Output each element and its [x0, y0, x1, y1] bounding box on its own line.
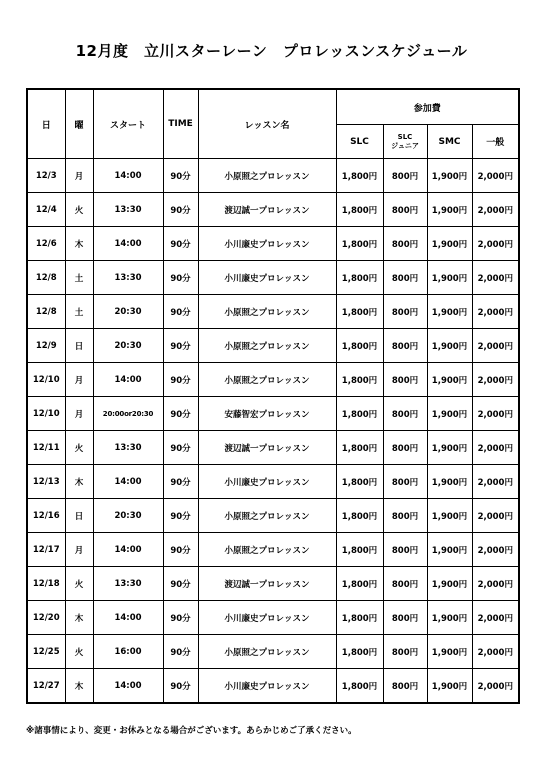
- fee-slc-junior-cell: 800円: [383, 465, 427, 499]
- fee-slc-cell: 1,800円: [336, 465, 383, 499]
- time-cell: 90分: [163, 635, 198, 669]
- fee-general-cell: 2,000円: [472, 533, 519, 567]
- start-cell: 20:00or20:30: [93, 397, 163, 431]
- table-row: [27, 499, 519, 533]
- lesson-name-cell: 渡辺誠一プロレッスン: [198, 431, 336, 465]
- date-cell: 12/6: [27, 227, 65, 261]
- time-cell: 90分: [163, 669, 198, 704]
- start-cell: 13:30: [93, 567, 163, 601]
- table-row: [27, 295, 519, 329]
- lesson-name-cell: 小原照之プロレッスン: [198, 635, 336, 669]
- fee-slc-junior-cell: 800円: [383, 601, 427, 635]
- table-row: [27, 635, 519, 669]
- fee-smc-cell: 1,900円: [427, 533, 472, 567]
- weekday-cell: 木: [65, 669, 93, 704]
- lesson-name-cell: 渡辺誠一プロレッスン: [198, 193, 336, 227]
- schedule-body: [27, 159, 519, 704]
- lesson-name-cell: 小原照之プロレッスン: [198, 499, 336, 533]
- fee-smc-cell: 1,900円: [427, 635, 472, 669]
- start-cell: 13:30: [93, 193, 163, 227]
- weekday-cell: 火: [65, 567, 93, 601]
- weekday-cell: 月: [65, 363, 93, 397]
- date-cell: 12/18: [27, 567, 65, 601]
- fee-smc-cell: 1,900円: [427, 159, 472, 193]
- fee-slc-cell: 1,800円: [336, 533, 383, 567]
- fee-general-cell: 2,000円: [472, 567, 519, 601]
- fee-slc-cell: 1,800円: [336, 295, 383, 329]
- fee-slc-cell: 1,800円: [336, 601, 383, 635]
- weekday-cell: 火: [65, 635, 93, 669]
- page-title: 12月度 立川スターレーン プロレッスンスケジュール: [75, 42, 468, 60]
- table-row: [27, 159, 519, 193]
- header-time: TIME: [163, 89, 198, 159]
- lesson-name-cell: 小川廉史プロレッスン: [198, 465, 336, 499]
- fee-slc-junior-cell: 800円: [383, 397, 427, 431]
- header-lesson: レッスン名: [198, 89, 336, 159]
- fee-slc-junior-cell: 800円: [383, 193, 427, 227]
- header-fee: 参加費: [336, 89, 519, 125]
- date-cell: 12/17: [27, 533, 65, 567]
- start-cell: 20:30: [93, 329, 163, 363]
- table-row: [27, 465, 519, 499]
- time-cell: 90分: [163, 261, 198, 295]
- fee-general-cell: 2,000円: [472, 397, 519, 431]
- fee-general-cell: 2,000円: [472, 431, 519, 465]
- table-row: [27, 397, 519, 431]
- date-cell: 12/10: [27, 363, 65, 397]
- fee-slc-junior-cell: 800円: [383, 227, 427, 261]
- fee-smc-cell: 1,900円: [427, 669, 472, 704]
- table-row: [27, 329, 519, 363]
- lesson-name-cell: 渡辺誠一プロレッスン: [198, 567, 336, 601]
- table-row: [27, 533, 519, 567]
- lesson-name-cell: 小川廉史プロレッスン: [198, 261, 336, 295]
- fee-slc-cell: 1,800円: [336, 193, 383, 227]
- table-row: [27, 431, 519, 465]
- fee-smc-cell: 1,900円: [427, 193, 472, 227]
- date-cell: 12/9: [27, 329, 65, 363]
- fee-slc-cell: 1,800円: [336, 261, 383, 295]
- fee-general-cell: 2,000円: [472, 227, 519, 261]
- start-cell: 14:00: [93, 159, 163, 193]
- fee-slc-cell: 1,800円: [336, 159, 383, 193]
- time-cell: 90分: [163, 533, 198, 567]
- lesson-name-cell: 小川廉史プロレッスン: [198, 601, 336, 635]
- lesson-name-cell: 小原照之プロレッスン: [198, 159, 336, 193]
- time-cell: 90分: [163, 465, 198, 499]
- fee-general-cell: 2,000円: [472, 159, 519, 193]
- fee-slc-junior-cell: 800円: [383, 329, 427, 363]
- lesson-name-cell: 小川廉史プロレッスン: [198, 227, 336, 261]
- weekday-cell: 火: [65, 193, 93, 227]
- date-cell: 12/27: [27, 669, 65, 704]
- time-cell: 90分: [163, 193, 198, 227]
- date-cell: 12/20: [27, 601, 65, 635]
- fee-slc-cell: 1,800円: [336, 431, 383, 465]
- date-cell: 12/8: [27, 261, 65, 295]
- fee-smc-cell: 1,900円: [427, 397, 472, 431]
- fee-general-cell: 2,000円: [472, 329, 519, 363]
- table-row: [27, 567, 519, 601]
- start-cell: 14:00: [93, 227, 163, 261]
- fee-slc-cell: 1,800円: [336, 363, 383, 397]
- table-row: [27, 669, 519, 704]
- weekday-cell: 日: [65, 329, 93, 363]
- fee-slc-junior-cell: 800円: [383, 499, 427, 533]
- fee-general-cell: 2,000円: [472, 499, 519, 533]
- date-cell: 12/11: [27, 431, 65, 465]
- fee-slc-cell: 1,800円: [336, 669, 383, 704]
- time-cell: 90分: [163, 567, 198, 601]
- time-cell: 90分: [163, 601, 198, 635]
- fee-general-cell: 2,000円: [472, 601, 519, 635]
- lesson-name-cell: 小原照之プロレッスン: [198, 533, 336, 567]
- date-cell: 12/25: [27, 635, 65, 669]
- weekday-cell: 土: [65, 261, 93, 295]
- fee-slc-cell: 1,800円: [336, 499, 383, 533]
- time-cell: 90分: [163, 227, 198, 261]
- start-cell: 13:30: [93, 261, 163, 295]
- fee-general-cell: 2,000円: [472, 261, 519, 295]
- start-cell: 16:00: [93, 635, 163, 669]
- start-cell: 14:00: [93, 465, 163, 499]
- date-cell: 12/3: [27, 159, 65, 193]
- table-row: [27, 193, 519, 227]
- fee-general-cell: 2,000円: [472, 193, 519, 227]
- lesson-schedule-table: [26, 88, 520, 704]
- time-cell: 90分: [163, 295, 198, 329]
- table-row: [27, 227, 519, 261]
- header-start: スタート: [93, 89, 163, 159]
- time-cell: 90分: [163, 363, 198, 397]
- table-row: [27, 363, 519, 397]
- weekday-cell: 月: [65, 159, 93, 193]
- fee-general-cell: 2,000円: [472, 465, 519, 499]
- start-cell: 20:30: [93, 295, 163, 329]
- fee-smc-cell: 1,900円: [427, 227, 472, 261]
- fee-slc-junior-cell: 800円: [383, 431, 427, 465]
- date-cell: 12/16: [27, 499, 65, 533]
- header-smc: SMC: [427, 125, 472, 159]
- weekday-cell: 木: [65, 601, 93, 635]
- weekday-cell: 月: [65, 397, 93, 431]
- lesson-name-cell: 安藤智宏プロレッスン: [198, 397, 336, 431]
- time-cell: 90分: [163, 397, 198, 431]
- time-cell: 90分: [163, 159, 198, 193]
- header-slc-junior-line1: SLC: [397, 132, 413, 141]
- fee-slc-junior-cell: 800円: [383, 261, 427, 295]
- start-cell: 14:00: [93, 363, 163, 397]
- fee-slc-junior-cell: 800円: [383, 669, 427, 704]
- fee-slc-cell: 1,800円: [336, 227, 383, 261]
- fee-smc-cell: 1,900円: [427, 431, 472, 465]
- header-slc-junior-line2: ジュニア: [391, 141, 419, 150]
- fee-smc-cell: 1,900円: [427, 465, 472, 499]
- weekday-cell: 土: [65, 295, 93, 329]
- header-slc: SLC: [336, 125, 383, 159]
- fee-general-cell: 2,000円: [472, 635, 519, 669]
- lesson-name-cell: 小原照之プロレッスン: [198, 363, 336, 397]
- date-cell: 12/8: [27, 295, 65, 329]
- fee-slc-cell: 1,800円: [336, 397, 383, 431]
- table-row: [27, 601, 519, 635]
- start-cell: 14:00: [93, 533, 163, 567]
- fee-slc-junior-cell: 800円: [383, 567, 427, 601]
- fee-smc-cell: 1,900円: [427, 261, 472, 295]
- fee-slc-junior-cell: 800円: [383, 159, 427, 193]
- lesson-name-cell: 小川廉史プロレッスン: [198, 669, 336, 704]
- time-cell: 90分: [163, 499, 198, 533]
- lesson-name-cell: 小原照之プロレッスン: [198, 329, 336, 363]
- fee-slc-junior-cell: 800円: [383, 533, 427, 567]
- fee-general-cell: 2,000円: [472, 295, 519, 329]
- fee-general-cell: 2,000円: [472, 669, 519, 704]
- fee-smc-cell: 1,900円: [427, 601, 472, 635]
- weekday-cell: 日: [65, 499, 93, 533]
- weekday-cell: 木: [65, 227, 93, 261]
- table-row: [27, 261, 519, 295]
- fee-smc-cell: 1,900円: [427, 295, 472, 329]
- fee-slc-junior-cell: 800円: [383, 635, 427, 669]
- header-general: 一般: [472, 125, 519, 159]
- start-cell: 20:30: [93, 499, 163, 533]
- weekday-cell: 火: [65, 431, 93, 465]
- fee-smc-cell: 1,900円: [427, 567, 472, 601]
- fee-slc-cell: 1,800円: [336, 567, 383, 601]
- lesson-name-cell: 小原照之プロレッスン: [198, 295, 336, 329]
- start-cell: 13:30: [93, 431, 163, 465]
- start-cell: 14:00: [93, 601, 163, 635]
- fee-smc-cell: 1,900円: [427, 363, 472, 397]
- header-day: 日: [27, 89, 65, 159]
- time-cell: 90分: [163, 329, 198, 363]
- fee-smc-cell: 1,900円: [427, 329, 472, 363]
- header-slc-junior: [383, 125, 427, 159]
- time-cell: 90分: [163, 431, 198, 465]
- fee-slc-cell: 1,800円: [336, 635, 383, 669]
- weekday-cell: 木: [65, 465, 93, 499]
- weekday-cell: 月: [65, 533, 93, 567]
- fee-general-cell: 2,000円: [472, 363, 519, 397]
- date-cell: 12/13: [27, 465, 65, 499]
- header-weekday: 曜: [65, 89, 93, 159]
- footnote: ※諸事情により、変更・お休みとなる場合がございます。あらかじめご了承ください。: [26, 726, 357, 736]
- date-cell: 12/10: [27, 397, 65, 431]
- fee-slc-cell: 1,800円: [336, 329, 383, 363]
- fee-slc-junior-cell: 800円: [383, 363, 427, 397]
- date-cell: 12/4: [27, 193, 65, 227]
- fee-slc-junior-cell: 800円: [383, 295, 427, 329]
- fee-smc-cell: 1,900円: [427, 499, 472, 533]
- start-cell: 14:00: [93, 669, 163, 704]
